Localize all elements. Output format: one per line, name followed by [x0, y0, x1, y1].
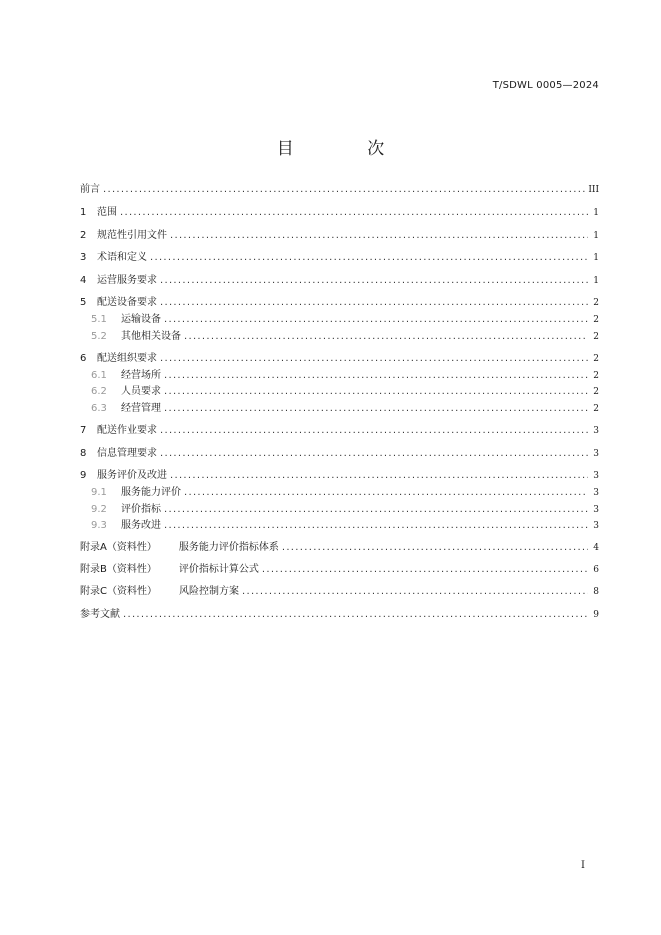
dot-leader: [242, 585, 588, 599]
toc-entry-page: 3: [593, 521, 599, 531]
toc-entry-number: 1: [80, 207, 87, 218]
toc-entry-number: 3: [80, 252, 87, 263]
toc-entry-number: 8: [80, 448, 87, 459]
dot-leader: [164, 402, 588, 416]
toc-entry-number: 6.1: [91, 370, 107, 381]
toc-entry-label: 经营管理: [121, 403, 161, 414]
toc-entry-9[interactable]: [80, 469, 599, 483]
toc-entry-4[interactable]: [80, 274, 599, 288]
toc-entry-6-1[interactable]: [80, 369, 599, 383]
dot-leader: [160, 274, 588, 288]
toc-entry-page: 9: [593, 610, 599, 620]
toc-entry-label: 人员要求: [121, 386, 161, 397]
toc-entry-page: 1: [593, 276, 599, 286]
toc-entry-page: 3: [593, 505, 599, 515]
toc-entry-label: 服务改进: [121, 520, 161, 531]
toc-entry-label: 风险控制方案: [178, 586, 239, 597]
toc-entry-label: 服务评价及改进: [97, 470, 167, 481]
toc-entry-number: 6.3: [91, 403, 107, 414]
toc-entry-7[interactable]: [80, 424, 599, 438]
toc-entry-page: 3: [593, 449, 599, 459]
toc-entry-number: 附录A（资料性）: [80, 542, 157, 553]
toc-entry-9-3[interactable]: [80, 519, 599, 533]
toc-entry-appendix-c[interactable]: [80, 585, 599, 599]
dot-leader: [164, 503, 588, 517]
toc-entry-label: 配送作业要求: [97, 425, 157, 436]
toc-entry-page: 1: [593, 253, 599, 263]
dot-leader: [160, 296, 588, 310]
toc-entry-6-2[interactable]: [80, 385, 599, 399]
toc-entry-number: 4: [80, 275, 87, 286]
toc-entry-5-2[interactable]: [80, 330, 599, 344]
toc-entry-number: 5.1: [91, 314, 107, 325]
toc-entry-label: 信息管理要求: [97, 448, 157, 459]
toc-entry-label: 配送组织要求: [97, 353, 157, 364]
toc-entry-label: 参考文献: [80, 609, 120, 620]
dot-leader: [123, 608, 588, 622]
toc-entry-page: III: [588, 185, 599, 195]
toc-entry-page: 1: [593, 231, 599, 241]
dot-leader: [184, 486, 588, 500]
toc-entry-label: 运营服务要求: [97, 275, 157, 286]
toc-entry-label: 术语和定义: [97, 252, 147, 263]
toc-entry-number: 9.1: [91, 487, 107, 498]
toc-entry-label: 规范性引用文件: [97, 230, 167, 241]
toc-entry-page: 3: [593, 426, 599, 436]
dot-leader: [150, 251, 588, 265]
page-number: I: [581, 860, 585, 871]
dot-leader: [164, 519, 588, 533]
dot-leader: [170, 469, 588, 483]
dot-leader: [160, 352, 588, 366]
toc-entry-page: 1: [593, 208, 599, 218]
toc-entry-number: 7: [80, 425, 87, 436]
toc-entry-number: 5: [80, 297, 87, 308]
toc-entry-page: 2: [593, 404, 599, 414]
toc-entry-page: 2: [593, 298, 599, 308]
toc-entry-1[interactable]: [80, 206, 599, 220]
dot-leader: [282, 541, 588, 555]
toc-entry-page: 2: [593, 387, 599, 397]
toc-entry-label: 服务能力评价: [121, 487, 181, 498]
dot-leader: [170, 229, 588, 243]
toc-entry-page: 4: [593, 543, 599, 553]
toc-entry-label: 评价指标计算公式: [178, 564, 259, 575]
toc-entry-number: 6: [80, 353, 87, 364]
dot-leader: [120, 206, 588, 220]
toc-entry-number: 附录C（资料性）: [80, 586, 157, 597]
dot-leader: [160, 424, 588, 438]
toc-entry-label: 评价指标: [121, 504, 161, 515]
toc-entry-references[interactable]: [80, 608, 599, 622]
dot-leader: [184, 330, 588, 344]
toc-entry-label: 范围: [97, 207, 117, 218]
toc-entry-appendix-b[interactable]: [80, 563, 599, 577]
toc-entry-3[interactable]: [80, 251, 599, 265]
dot-leader: [164, 369, 588, 383]
dot-leader: [262, 563, 588, 577]
toc-entry-5-1[interactable]: [80, 313, 599, 327]
toc-entry-page: 2: [593, 332, 599, 342]
toc-entry-6[interactable]: [80, 352, 599, 366]
toc-entry-page: 2: [593, 315, 599, 325]
toc-entry-page: 2: [593, 371, 599, 381]
toc-entry-2[interactable]: [80, 229, 599, 243]
toc-entry-number: 9: [80, 470, 87, 481]
toc-entry-number: 9.2: [91, 504, 107, 515]
toc-entry-label: 前言: [80, 184, 100, 195]
toc-entry-label: 其他相关设备: [121, 331, 181, 342]
toc-entry-foreword[interactable]: [80, 183, 599, 197]
toc-entry-number: 6.2: [91, 386, 107, 397]
toc-entry-number: 附录B（资料性）: [80, 564, 157, 575]
toc-entry-label: 运输设备: [121, 314, 161, 325]
toc-entry-9-1[interactable]: [80, 486, 599, 500]
toc-entry-page: 3: [593, 488, 599, 498]
toc-entry-number: 5.2: [91, 331, 107, 342]
toc-entry-label: 服务能力评价指标体系: [178, 542, 279, 553]
toc-entry-page: 6: [593, 565, 599, 575]
toc-entry-5[interactable]: [80, 296, 599, 310]
toc-entry-6-3[interactable]: [80, 402, 599, 416]
toc-title: 目 次: [276, 139, 419, 159]
toc-entry-number: 9.3: [91, 520, 107, 531]
dot-leader: [164, 385, 588, 399]
toc-entry-9-2[interactable]: [80, 503, 599, 517]
document-code: T/SDWL 0005—2024: [492, 80, 599, 91]
toc-entry-page: 8: [593, 587, 599, 597]
toc-entry-label: 配送设备要求: [97, 297, 157, 308]
dot-leader: [164, 313, 588, 327]
dot-leader: [103, 183, 585, 197]
toc-entry-page: 2: [593, 354, 599, 364]
toc-entry-label: 经营场所: [121, 370, 161, 381]
toc-entry-8[interactable]: [80, 447, 599, 461]
toc-entry-page: 3: [593, 471, 599, 481]
dot-leader: [160, 447, 588, 461]
toc-entry-appendix-a[interactable]: [80, 541, 599, 555]
toc-entry-number: 2: [80, 230, 87, 241]
